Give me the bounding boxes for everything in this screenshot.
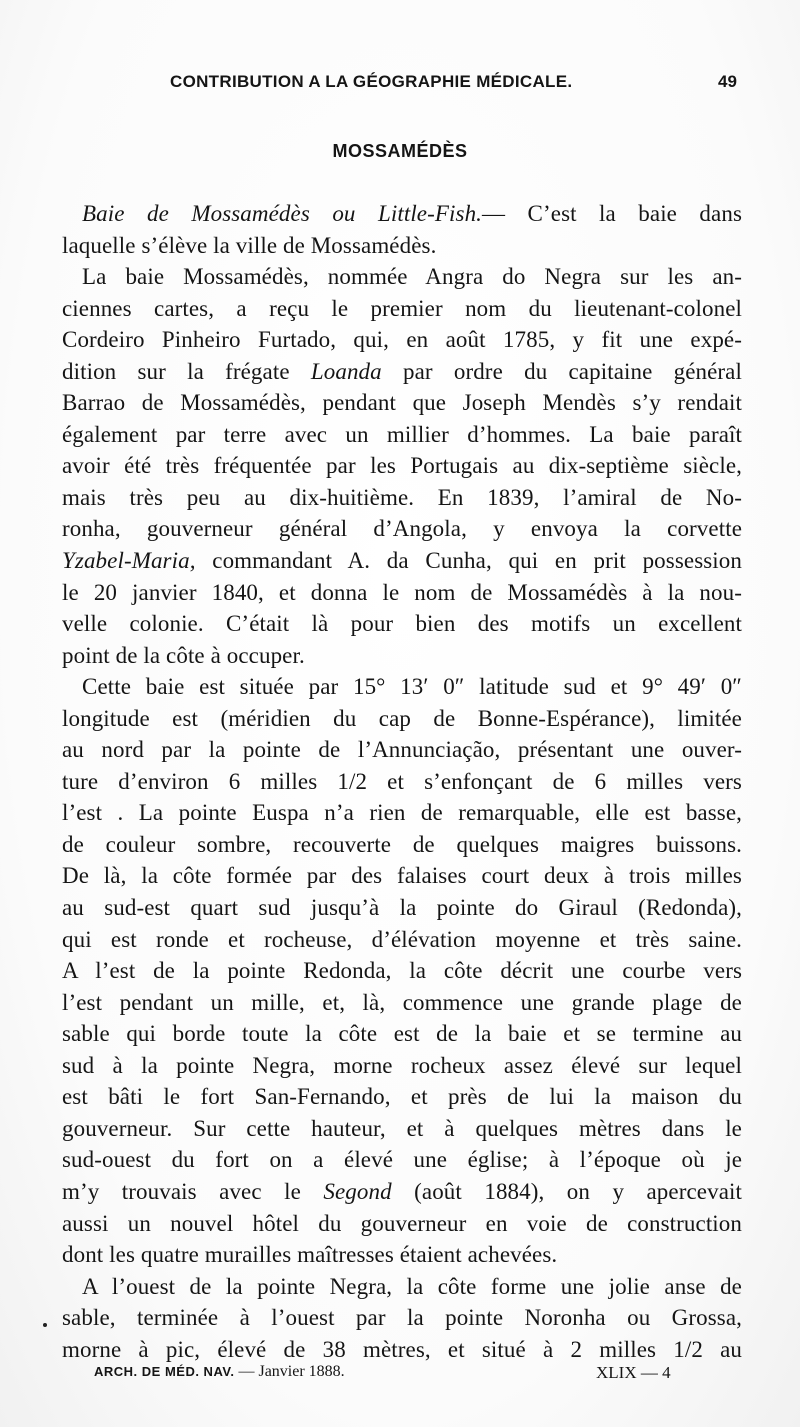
text-line [62,387,742,419]
line-text: sable qui borde toute la côte est de la baie et se termine au [62,1021,742,1047]
line-text: ronha, gouverneur général d’Angola, y envoya la corvette [62,516,742,542]
line-text: est bâti le fort San-Fernando, et près de lui la maison du [62,1084,742,1110]
line-text: Cordeiro Pinheiro Furtado, qui, en août 1785, y fit une expé- [62,327,742,353]
line-text: longitude est (méridien du cap de Bonne-Espérance), limitée [62,705,742,731]
line-text: de couleur sombre, recouverte de quelques maigres buissons. [62,831,742,857]
footer-separator: — [234,1363,259,1380]
text-line [62,482,742,514]
line-text: mais très peu au dix-huitième. En 1839, l’amiral de No- [62,484,742,510]
section-title: MOSSAMÉDÈS [332,141,468,161]
text-line [62,198,742,230]
text-line [62,734,742,766]
italic-text: Loanda [310,358,382,384]
footer-journal-date [94,1363,345,1381]
text-line [62,1302,742,1334]
text-line [62,1176,742,1208]
line-text: dont les quatre murailles maîtresses étaient achevées. [62,1242,558,1268]
text-line [62,293,742,325]
text-line [62,577,742,609]
italic-text: Baie de Mossamédès ou Little-Fish. [82,201,483,226]
footer-journal: ARCH. DE MÉD. NAV. [94,1364,235,1379]
line-text: ture d’environ 6 milles 1/2 et s’enfonçant de 6 milles vers [62,768,742,794]
text-line [62,640,742,672]
line-text: commandant A. da Cunha, qui en prit possession [195,548,742,574]
line-text: avoir été très fréquentée par les Portugais au dix-septième siècle, [62,453,742,479]
text-line [62,230,742,262]
text-line [62,860,742,892]
text-line [62,1113,742,1145]
line-text: Barrao de Mossamédès, pendant que Joseph Mendès s’y rendait [62,390,742,416]
text-line [62,766,742,798]
text-line [62,1081,742,1113]
text-line [62,1334,742,1366]
line-text: De là, la côte formée par des falaises court deux à trois milles [62,863,742,889]
line-text: par ordre du capitaine général [381,358,742,384]
text-line [62,1271,742,1303]
text-line [62,703,742,735]
line-text: au nord par la pointe de l’Annunciação, présentant une ouver- [62,737,742,763]
text-line [62,356,742,388]
line-text: La baie Mossamédès, nommée Angra do Negra sur les an- [82,264,742,290]
line-text: morne à pic, élevé de 38 mètres, et situé à 2 milles 1/2 au [62,1336,742,1362]
line-text: ciennes cartes, a reçu le premier nom du lieutenant-colonel [62,295,742,321]
line-text: A l’ouest de la pointe Negra, la côte forme une jolie anse de [82,1273,742,1299]
line-text: le 20 janvier 1840, et donna le nom de Mossamédès à la nou- [62,579,742,605]
text-line [62,450,742,482]
line-text: dition sur la frégate [62,358,311,384]
line-text: également par terre avec un millier d’hommes. La baie paraît [62,421,742,447]
line-text: point de la côte à occuper. [62,642,305,668]
text-line [62,1208,742,1240]
footer-signature: XLIX — 4 [596,1363,671,1382]
line-text: au sud-est quart sud jusqu’à la pointe do Giraul (Redonda), [62,895,742,921]
text-line [62,987,742,1019]
text-line [62,797,742,829]
line-text: — C’est la baie dans [482,201,742,226]
footer-date: Janvier 1888. [258,1363,345,1380]
text-line [62,671,742,703]
text-line [62,513,742,545]
text-line [62,1144,742,1176]
margin-mark [43,1323,47,1327]
running-title: CONTRIBUTION A LA GÉOGRAPHIE MÉDICALE. [170,72,573,91]
text-line [62,608,742,640]
body-text [62,198,742,1365]
text-line [62,955,742,987]
line-text: sable, terminée à l’ouest par la pointe Noronha ou Grossa, [62,1305,742,1331]
italic-text: Yzabel-Maria, [62,548,196,574]
text-line [62,1050,742,1082]
text-line [62,419,742,451]
text-line [62,324,742,356]
line-text: gouverneur. Sur cette hauteur, et à quelques mètres dans le [62,1115,742,1141]
text-line [62,545,742,577]
text-line [62,261,742,293]
text-line [62,1239,742,1271]
text-line [62,1018,742,1050]
line-text: Cette baie est située par 15° 13′ 0″ latitude sud et 9° 49′ 0″ [82,674,742,700]
line-text: laquelle s’élève la ville de Mossamédès. [62,232,437,258]
line-text: m’y trouvais avec le [62,1178,324,1204]
line-text: l’est pendant un mille, et, là, commence une grande plage de [62,989,742,1015]
line-text: velle colonie. C’était là pour bien des motifs un excellent [62,611,742,637]
italic-text: Segond [323,1178,392,1204]
line-text: sud à la pointe Negra, morne rocheux assez élevé sur lequel [62,1052,742,1078]
line-text: qui est ronde et rocheuse, d’élévation moyenne et très saine. [62,926,742,952]
text-line [62,924,742,956]
line-text: A l’est de la pointe Redonda, la côte décrit une courbe vers [62,958,742,984]
line-text: sud-ouest du fort on a élevé une église; à l’époque où je [62,1147,742,1173]
page-number: 49 [718,72,737,91]
text-line [62,829,742,861]
line-text: aussi un nouvel hôtel du gouverneur en voie de construction [62,1210,742,1236]
line-text: l’est . La pointe Euspa n’a rien de remarquable, elle est basse, [62,800,742,826]
text-line [62,892,742,924]
line-text: (août 1884), on y apercevait [391,1178,742,1204]
